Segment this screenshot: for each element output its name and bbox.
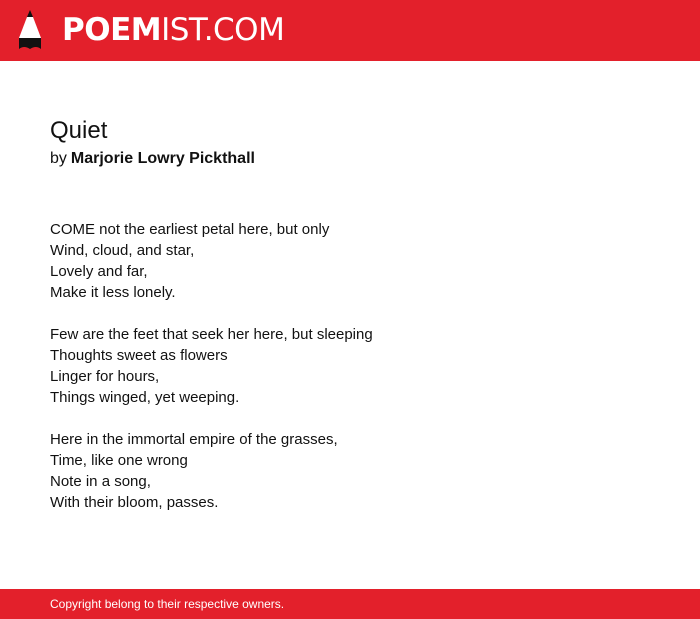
poem-line: Few are the feet that seek her here, but sleeping (50, 326, 373, 343)
poem-line: Time, like one wrong (50, 452, 188, 469)
poem-line: Lovely and far, (50, 263, 148, 280)
poem-author: Marjorie Lowry Pickthall (70, 150, 255, 167)
site-footer (0, 589, 700, 619)
poem-byline (50, 148, 255, 170)
poem-line: COME not the earliest petal here, but only (50, 221, 330, 238)
logo-text-bold: POEM (62, 12, 162, 48)
site-header (0, 0, 700, 61)
logo-text-light: IST.COM (161, 12, 285, 48)
stanza-3 (50, 429, 650, 513)
poem-title: Quiet (50, 117, 108, 144)
copyright-text: Copyright belong to their respective owners. (50, 597, 285, 611)
pencil-icon[interactable] (17, 9, 43, 51)
poem-line: Thoughts sweet as flowers (50, 347, 228, 364)
poem-line: Things winged, yet weeping. (50, 389, 240, 406)
byline-prefix: by (50, 150, 67, 167)
poem-line: Wind, cloud, and star, (50, 242, 195, 259)
site-logo-link[interactable] (62, 12, 284, 48)
poem-line: With their bloom, passes. (50, 494, 219, 511)
stanza-1 (50, 219, 650, 303)
poem-line: Linger for hours, (50, 368, 160, 385)
poem-line: Note in a song, (50, 473, 151, 490)
stanza-2 (50, 324, 650, 408)
poem-line: Make it less lonely. (50, 284, 176, 301)
poem-line: Here in the immortal empire of the grasses, (50, 431, 338, 448)
poem-body (50, 219, 650, 534)
